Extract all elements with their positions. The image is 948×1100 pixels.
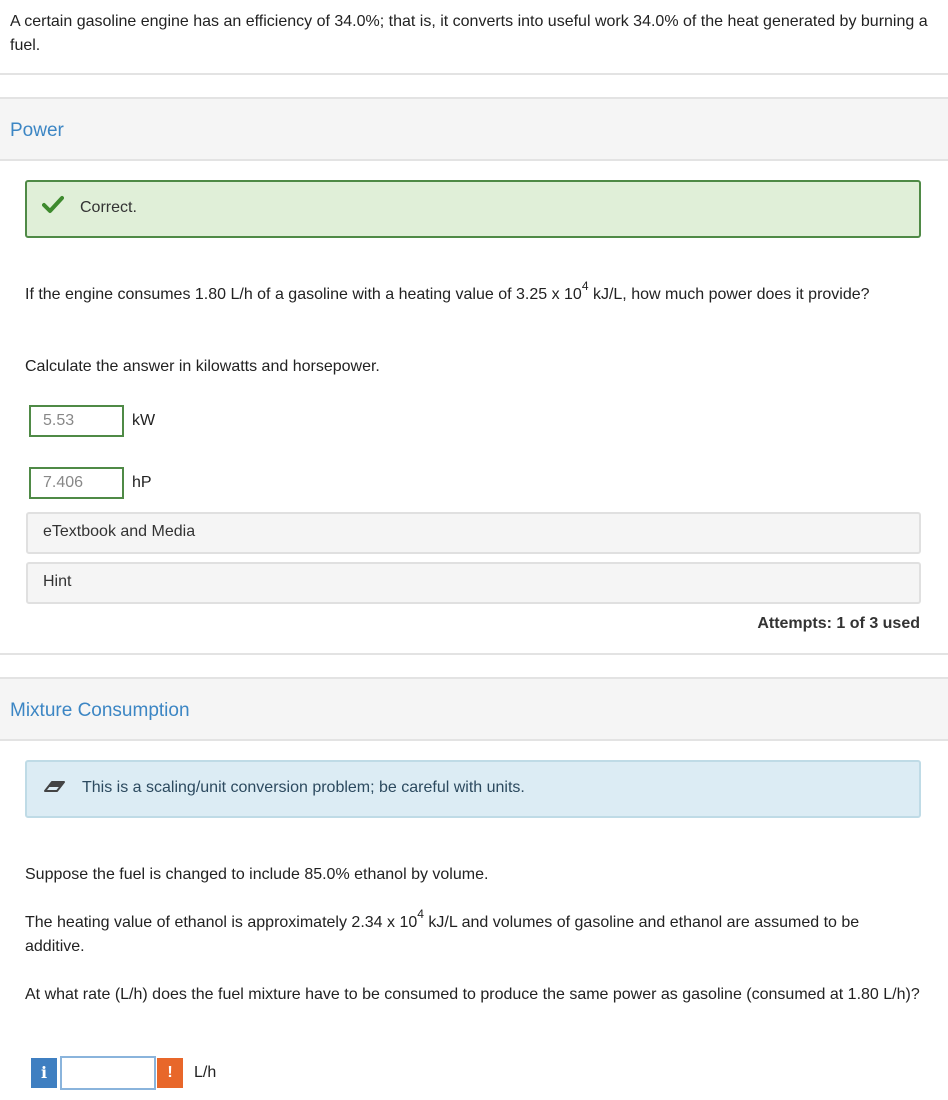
warning-tag-icon[interactable]: !: [157, 1058, 183, 1088]
unit-lh-label: L/h: [194, 1064, 217, 1081]
divider: [0, 73, 948, 75]
hint-button[interactable]: Hint: [26, 562, 921, 604]
power-section-title[interactable]: Power: [10, 120, 64, 141]
mixture-para-2: The heating value of ethanol is approximately 2.34 x $10^4$ kJ/L and volumes of gasoline and ethanol are assumed to be additive.: [25, 906, 860, 955]
info-tag-icon[interactable]: i: [31, 1058, 57, 1088]
power-instruction: Calculate the answer in kilowatts and horsepower.: [25, 358, 380, 375]
etextbook-media-button[interactable]: eTextbook and Media: [26, 512, 921, 554]
problem-intro: A certain gasoline engine has an efficiency of 34.0%; that is, it converts into useful work 34.0% of the heat generated by burning a fuel.: [10, 13, 928, 54]
check-icon: [42, 193, 64, 215]
mixture-question: At what rate (L/h) does the fuel mixture have to be consumed to produce the same power as gasoline (consumed at 1.80 L/h)?: [25, 986, 920, 1003]
unit-hp-label: hP: [132, 474, 152, 491]
mixture-section-title[interactable]: Mixture Consumption: [10, 700, 190, 721]
power-section-header: [0, 97, 948, 161]
info-note-text: This is a scaling/unit conversion problem; be careful with units.: [82, 779, 525, 796]
answer-hp-input[interactable]: 7.406: [29, 467, 124, 499]
answer-kw-input[interactable]: 5.53: [29, 405, 124, 437]
divider: [0, 653, 948, 655]
attempts-counter: Attempts: 1 of 3 used: [757, 615, 920, 632]
unit-kw-label: kW: [132, 412, 156, 429]
eraser-icon: [42, 778, 66, 794]
power-question: If the engine consumes 1.80 L/h of a gasoline with a heating value of 3.25 x $10^4$ kJ/L, how much power does it provide?: [25, 278, 870, 303]
mixture-rate-input[interactable]: [60, 1056, 156, 1090]
mixture-para-1: Suppose the fuel is changed to include 85.0% ethanol by volume.: [25, 866, 489, 883]
correct-feedback-box: [25, 180, 921, 238]
correct-feedback-text: Correct.: [80, 199, 137, 216]
